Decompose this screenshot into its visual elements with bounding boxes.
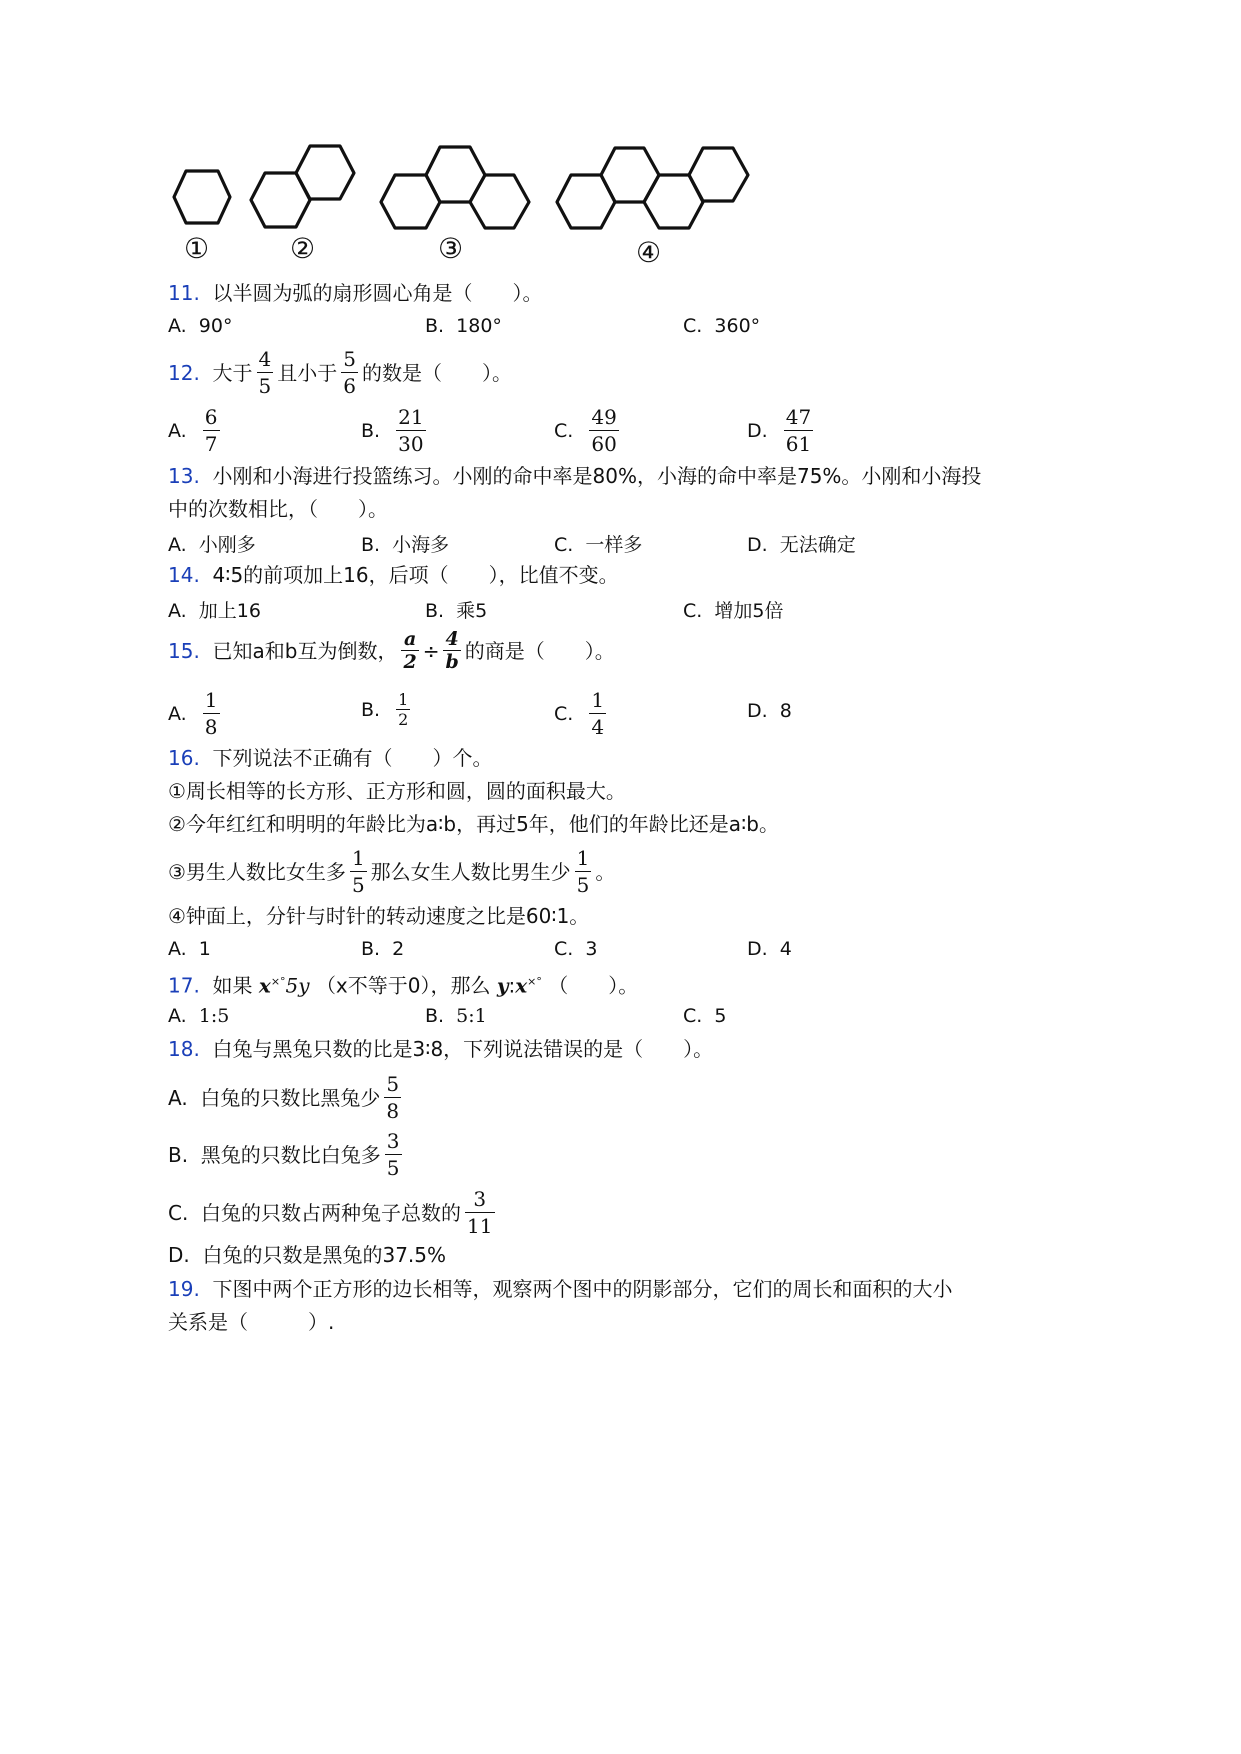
- question-number: 11.: [168, 281, 200, 305]
- question-number: 17.: [168, 973, 200, 998]
- fraction: $\frac{1}{5}$: [576, 846, 590, 897]
- option-b: B. 5:1: [425, 1005, 487, 1027]
- question-number: 13.: [168, 464, 200, 488]
- question-17: 17. 如果 x×°5y （x不等于0），那么 y:x×° （ ）。: [168, 973, 639, 998]
- option-d: D. 白兔的只数是黑兔的37.5%: [168, 1243, 447, 1267]
- question-number: 18.: [168, 1037, 200, 1061]
- option-a: A. $\frac{1}{8}$: [168, 688, 218, 739]
- hexagon-4d: [689, 148, 748, 201]
- figure-label-1: ①: [184, 232, 210, 265]
- hexagon-3c: [470, 175, 529, 228]
- option-a: A. 90°: [168, 315, 233, 337]
- statement-1: ①周长相等的长方形、正方形和圆，圆的面积最大。: [168, 779, 626, 803]
- option-c: C. 白兔的只数占两种兔子总数的 $\frac{3}{11}$: [168, 1187, 493, 1238]
- fraction: $\frac{4}{5}$: [258, 347, 272, 398]
- option-b: B. 乘5: [425, 600, 488, 622]
- question-number: 16.: [168, 746, 200, 770]
- figure-label-3: ③: [438, 232, 464, 265]
- statement-3: ③男生人数比女生多 $\frac{1}{5}$ 那么女生人数比男生少 $\frac{1}{5}$ 。: [168, 846, 616, 897]
- option-d: D. $\frac{47}{61}$: [747, 405, 812, 456]
- option-c: C. 360°: [683, 315, 761, 337]
- figure-label-4: ④: [636, 236, 662, 269]
- option-c: C. 5: [683, 1005, 727, 1027]
- fraction: $\frac{a}{2}$: [403, 628, 417, 673]
- question-19: 19. 下图中两个正方形的边长相等，观察两个图中的阴影部分，它们的周长和面积的大小: [168, 1277, 953, 1301]
- fraction: $\frac{1}{5}$: [351, 846, 365, 897]
- question-number: 19.: [168, 1277, 200, 1301]
- question-18: 18. 白兔与黑兔只数的比是3∶8，下列说法错误的是（ ）。: [168, 1037, 714, 1061]
- question-13: 13. 小刚和小海进行投篮练习。小刚的命中率是80%，小海的命中率是75%。小刚和小海投: [168, 464, 982, 488]
- option-a: A. 加上16: [168, 600, 261, 622]
- question-15: 15. 已知a和b互为倒数， $\frac{a}{2}$ ÷ $\frac{4}{b}$ 的商是（ ）。: [168, 628, 615, 673]
- question-text: 以半圆为弧的扇形圆心角是（ ）。: [212, 281, 543, 305]
- option-a: A. $\frac{6}{7}$: [168, 405, 218, 456]
- question-16: 16. 下列说法不正确有（ ）个。: [168, 746, 493, 770]
- option-c: C. 增加5倍: [683, 600, 784, 622]
- option-a: A. 白兔的只数比黑兔少 $\frac{5}{8}$: [168, 1072, 400, 1123]
- question-number: 15.: [168, 638, 200, 663]
- question-13-line2: 中的次数相比，（ ）。: [168, 497, 388, 521]
- option-b: B. $\frac{21}{30}$: [361, 405, 424, 456]
- option-a: A. 1: [168, 938, 211, 960]
- fraction: $\frac{5}{6}$: [343, 347, 356, 398]
- option-c: C. 3: [554, 938, 598, 960]
- option-d: D. 无法确定: [747, 534, 856, 556]
- statement-4: ④钟面上，分针与时针的转动速度之比是60∶1。: [168, 904, 590, 928]
- question-12: 12. 大于 $\frac{4}{5}$ 且小于 $\frac{5}{6}$ 的数是（ ）。: [168, 347, 512, 398]
- option-c: C. $\frac{1}{4}$: [554, 688, 605, 739]
- question-number: 14.: [168, 563, 200, 587]
- option-b: B. 180°: [425, 315, 502, 337]
- option-c: C. 一样多: [554, 534, 643, 556]
- hexagon-1: [174, 171, 230, 223]
- option-a: A. 1:5: [168, 1005, 230, 1027]
- statement-2: ②今年红红和明明的年龄比为a∶b，再过5年，他们的年龄比还是a∶b。: [168, 812, 779, 836]
- hexagon-figure: [160, 135, 780, 270]
- option-d: D. 8: [747, 700, 792, 722]
- option-b: B. 黑兔的只数比白兔多 $\frac{3}{5}$: [168, 1129, 400, 1180]
- question-19-line2: 关系是（ ）.: [168, 1310, 335, 1334]
- option-b: B. $\frac{1}{2}$: [361, 690, 409, 729]
- option-a: A. 小刚多: [168, 534, 256, 556]
- option-b: B. 2: [361, 938, 405, 960]
- figure-label-2: ②: [290, 232, 316, 265]
- question-14: 14. 4∶5的前项加上16，后项（ ），比值不变。: [168, 563, 619, 587]
- hexagon-2b: [296, 146, 354, 199]
- option-c: C. $\frac{49}{60}$: [554, 405, 617, 456]
- option-d: D. 4: [747, 938, 792, 960]
- question-11: [168, 281, 543, 305]
- question-number: 12.: [168, 360, 200, 385]
- fraction: $\frac{4}{b}$: [445, 628, 459, 673]
- option-b: B. 小海多: [361, 534, 450, 556]
